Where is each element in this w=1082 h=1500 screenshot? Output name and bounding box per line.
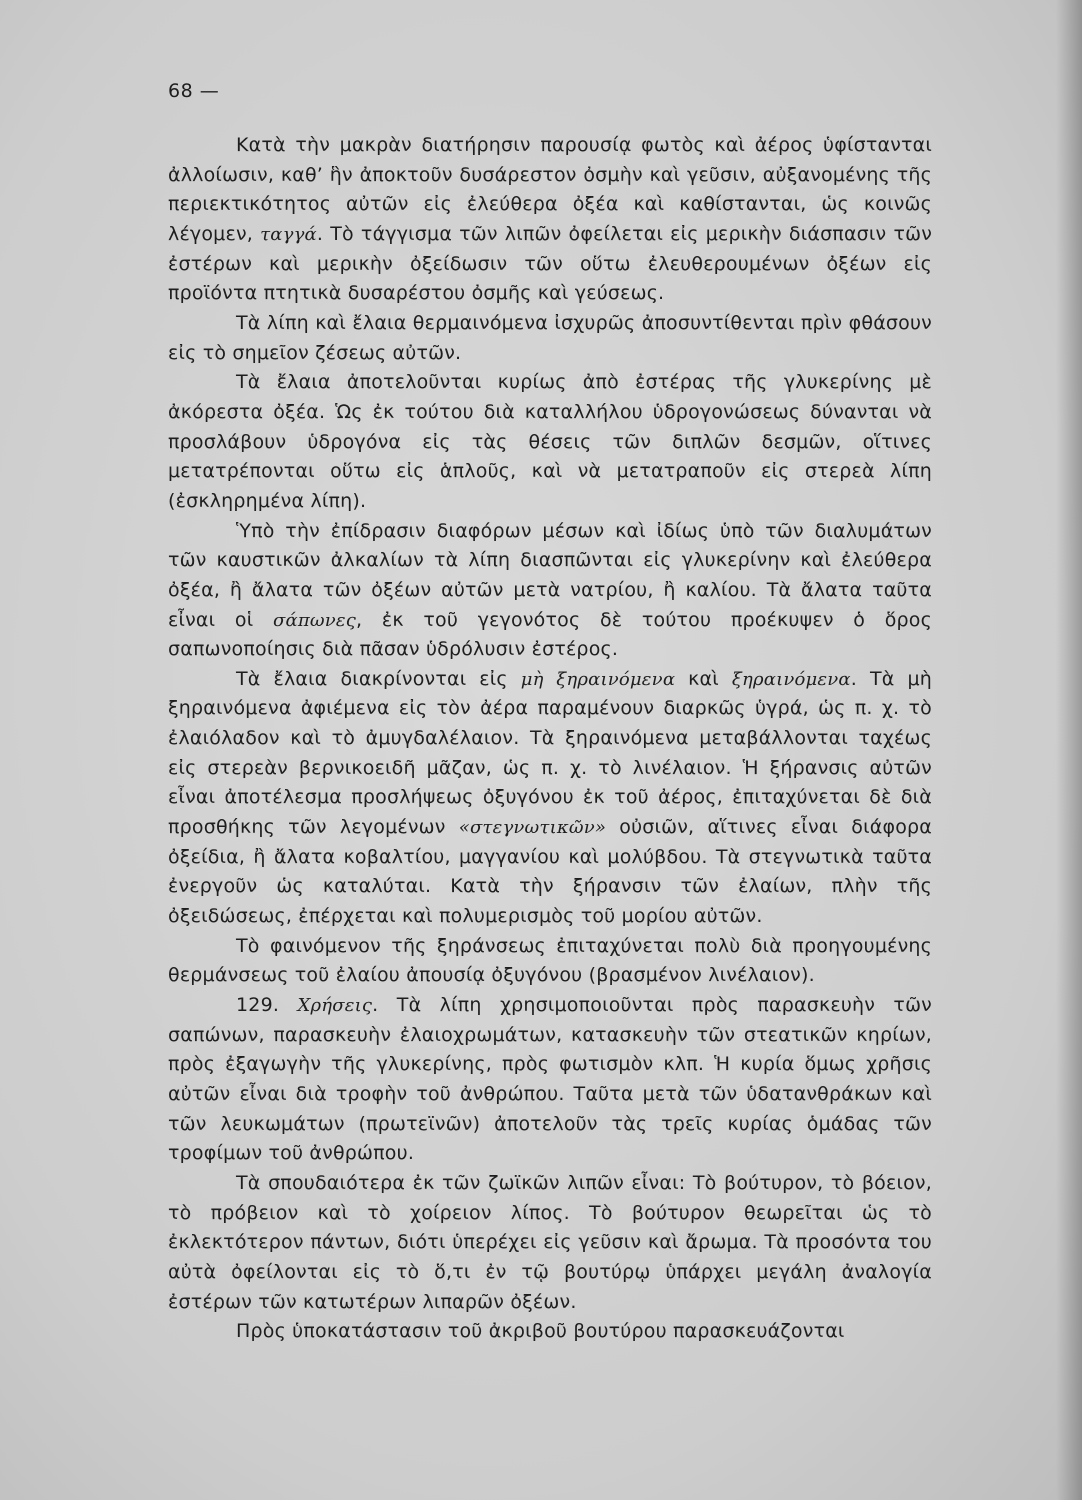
text-run: οὐσιῶν, αἵτινες εἶναι διάφορα ὀξείδια, ἢ ἄλατα κοβαλτίου, μαγγανίου καὶ μολύβδου. Τὰ στεγνωτικὰ ταῦτα ἐνεργοῦν ὡς καταλύται. Κατὰ τὴν ξήρανσιν τῶν ἐλαίων, πλὴν τῆς ὀξειδώσεως, ἐπέρχεται καὶ πολυμερισμὸς τοῦ μορίου αὐτῶν. [168,816,933,928]
italic-term: μὴ ξηραινόμενα [520,668,676,690]
text-run: καὶ [675,667,732,690]
paragraph [168,131,932,309]
paragraph [168,1169,932,1317]
page-gutter-shadow [1056,0,1082,1500]
text-run: Τὰ σπουδαιότερα ἐκ τῶν ζωϊκῶν λιπῶν εἶναι: Τὸ βούτυρον, τὸ βόειον, τὸ πρόβειον καὶ τὸ χοίρειον λίπος. Τὸ βούτυρον θεωρεῖται ὡς τὸ ἐκλεκτότερον πάντων, διότι ὑπερέχει εἰς γεῦσιν καὶ ἄρωμα. Τὰ προσόντα του αὐτὰ ὀφείλονται εἰς τὸ ὅ,τι ἐν τῷ βουτύρῳ ὑπάρχει μεγάλη ἀναλογία ἐστέρων τῶν κατωτέρων λιπαρῶν ὀξέων. [168,1171,932,1313]
page-body-text [168,131,932,1347]
text-run: . Τὸ τάγγισμα τῶν λιπῶν ὀφείλεται εἰς μερικὴν διάσπασιν τῶν ἐστέρων καὶ μερικὴν ὀξείδωσιν τῶν οὕτω ἐλευθερουμένων ὀξέων εἰς προϊόντα πτητικὰ δυσαρέστου ὀσμῆς καὶ γεύσεως. [168,222,933,305]
text-run: Τὰ λίπη καὶ ἔλαια θερμαινόμενα ἰσχυρῶς ἀποσυντίθενται πρὶν φθάσουν εἰς τὸ σημεῖον ζέσεως αὐτῶν. [168,311,932,364]
text-run: Τὰ ἔλαια διακρίνονται εἰς [236,667,521,690]
text-run: 129. [236,994,298,1017]
paragraph [168,665,932,932]
italic-term: ξηραινόμενα [731,668,851,690]
text-run: Ὑπὸ τὴν ἐπίδρασιν διαφόρων μέσων καὶ ἰδίως ὑπὸ τῶν διαλυμάτων τῶν καυστικῶν ἀλκαλίων τὰ λίπη διασπῶνται εἰς γλυκερίνην καὶ ἐλεύθερα ὀξέα, ἢ ἄλατα τῶν ὀξέων αὐτῶν μετὰ νατρίου, ἢ καλίου. Τὰ ἄλατα ταῦτα εἶναι οἱ [168,519,932,631]
italic-term: Χρήσεις [297,995,373,1017]
paragraph [168,517,932,665]
text-run: . Τὰ λίπη χρησιμοποιοῦνται πρὸς παρασκευὴν τῶν σαπώνων, παρασκευὴν ἐλαιοχρωμάτων, κατασκευὴν τῶν στεατικῶν κηρίων, πρὸς ἐξαγωγὴν τῆς γλυκερίνης, πρὸς φωτισμὸν κλπ. Ἡ κυρία ὅμως χρῆσις αὐτῶν εἶναι διὰ τροφὴν τοῦ ἀνθρώπου. Ταῦτα μετὰ τῶν ὑδατανθράκων καὶ τῶν λευκωμάτων (πρωτεϊνῶν) ἀποτελοῦν τὰς τρεῖς κυρίας ὁμάδας τῶν τροφίμων τοῦ ἀνθρώπου. [168,994,932,1165]
paragraph [168,932,932,991]
page-number-header: 68 — [168,80,220,102]
text-run: . Τὰ μὴ ξηραινόμενα ἀφιέμενα εἰς τὸν ἀέρα παραμένουν διαρκῶς ὑγρά, ὡς π. χ. τὸ ἐλαιόλαδον καὶ τὸ ἀμυγδαλέλαιον. Τὰ ξηραινόμενα μεταβάλλονται ταχέως εἰς στερεὰν βερνικοειδῆ μᾶζαν, ὡς π. χ. τὸ λινέλαιον. Ἡ ξήρανσις αὐτῶν εἶναι ἀποτέλεσμα προσλήψεως ὀξυγόνου ἐκ τοῦ ἀέρος, ἐπιταχύνεται δὲ διὰ προσθήκης τῶν λεγομένων [168,667,932,839]
paragraph [168,1317,932,1347]
italic-term: «στεγνωτικῶν» [458,817,607,839]
paragraph [168,991,932,1169]
italic-term: ταγγά [260,223,317,245]
text-run: Τὰ ἔλαια ἀποτελοῦνται κυρίως ἀπὸ ἐστέρας τῆς γλυκερίνης μὲ ἀκόρεστα ὀξέα. Ὡς ἐκ τούτου διὰ καταλλήλου ὑδρογονώσεως δύνανται νὰ προσλάβουν ὑδρογόνα εἰς τὰς θέσεις τῶν διπλῶν δεσμῶν, οἵτινες μετατρέπονται οὕτω εἰς ἁπλοῦς, καὶ νὰ μετατραποῦν εἰς στερεὰ λίπη (ἐσκληρημένα λίπη). [168,371,932,512]
text-run: Πρὸς ὑποκατάστασιν τοῦ ἀκριβοῦ βουτύρου παρασκευάζονται [236,1320,845,1343]
paragraph [168,368,932,516]
italic-term: σάπωνες [272,609,357,631]
text-run: Τὸ φαινόμενον τῆς ξηράνσεως ἐπιταχύνεται πολὺ διὰ προηγουμένης θερμάνσεως τοῦ ἐλαίου ἀπουσίᾳ ὀξυγόνου (βρασμένον λινέλαιον). [168,934,932,987]
text-run: , ἐκ τοῦ γεγονότος δὲ τούτου προέκυψεν ὁ ὅρος σαπωνοποίησις διὰ πᾶσαν ὑδρόλυσιν ἐστέρος. [168,608,932,661]
text-run: Κατὰ τὴν μακρὰν διατήρησιν παρουσίᾳ φωτὸς καὶ ἀέρος ὑφίστανται ἀλλοίωσιν, καθ’ ἣν ἀποκτοῦν δυσάρεστον ὀσμὴν καὶ γεῦσιν, αὐξανομένης τῆς περιεκτικότητος αὐτῶν εἰς ἐλεύθερα ὀξέα καὶ καθίστανται, ὡς κοινῶς λέγομεν, [168,134,932,245]
paragraph [168,309,932,368]
